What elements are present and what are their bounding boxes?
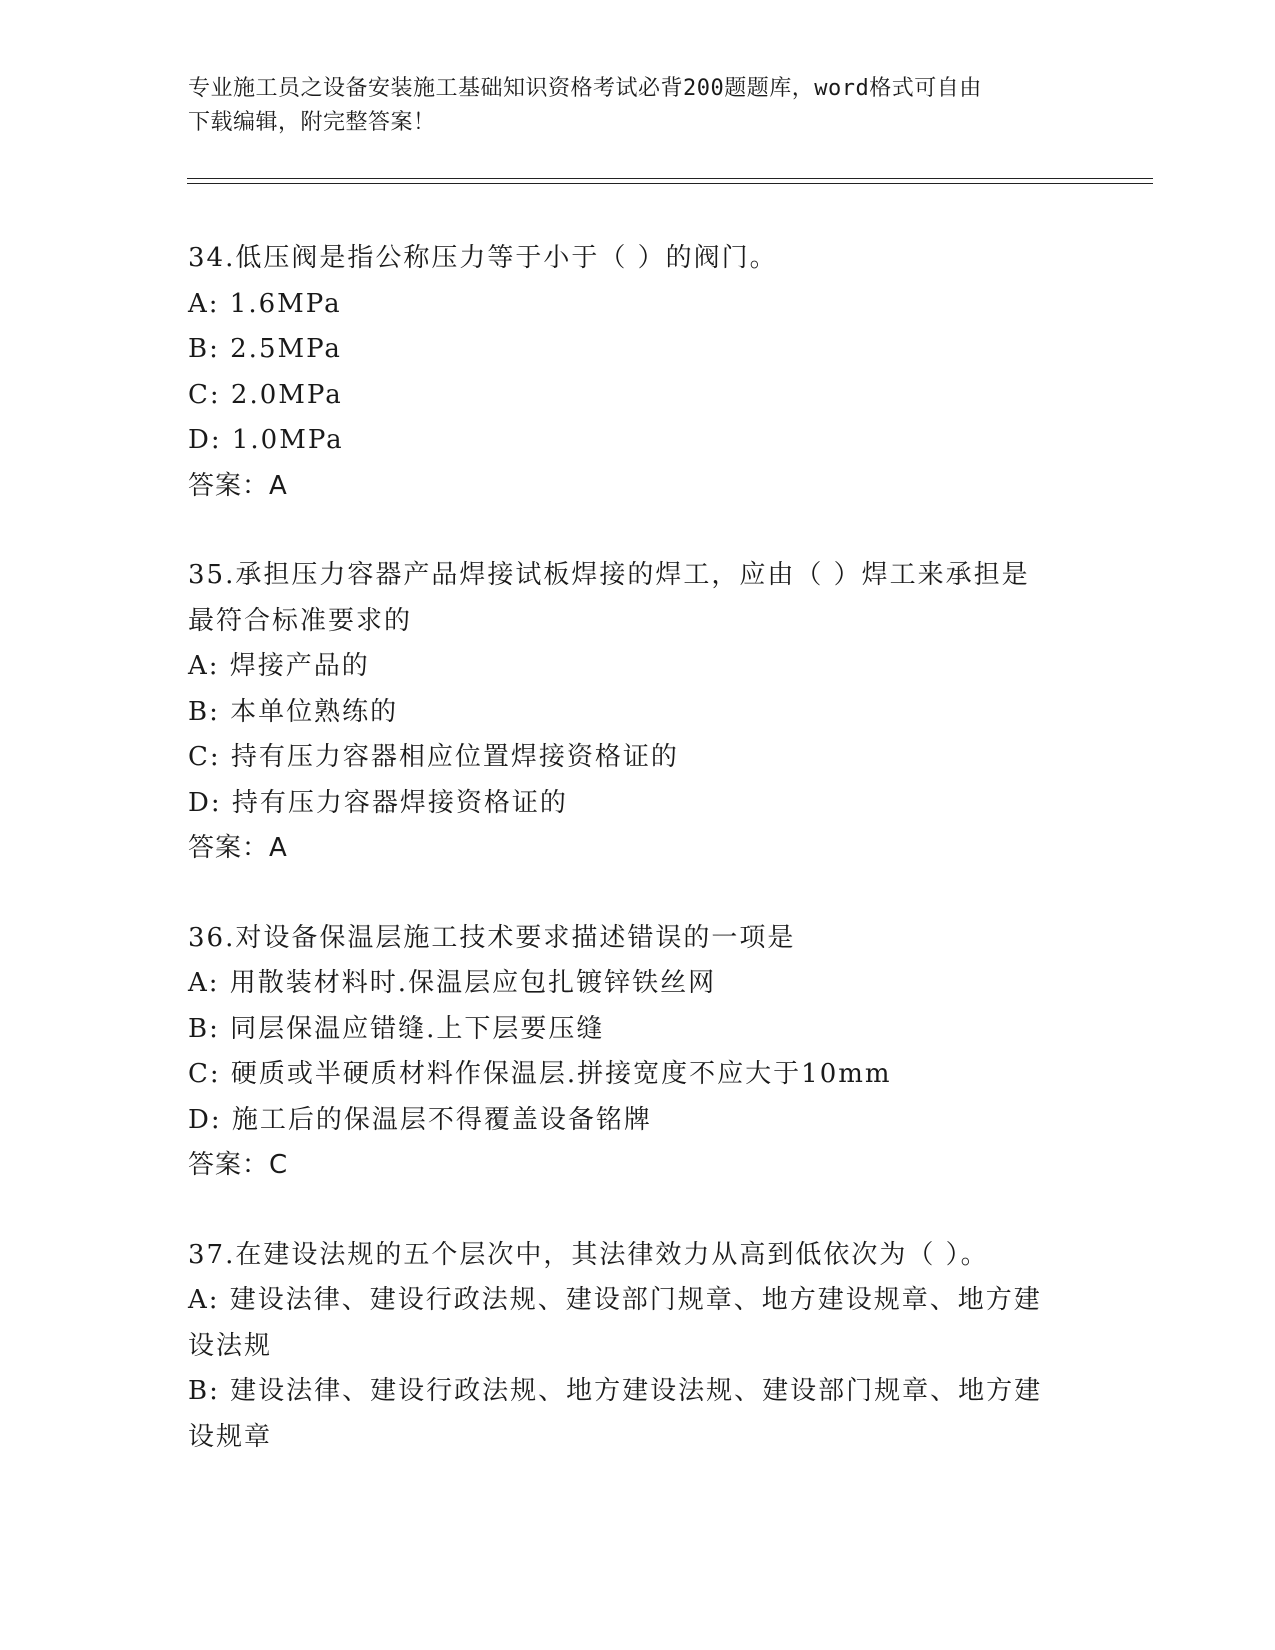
- option-d: D: 施工后的保温层不得覆盖设备铭牌: [188, 1104, 652, 1135]
- document-header: [188, 72, 1068, 140]
- question-stem: 36.对设备保温层施工技术要求描述错误的一项是: [188, 922, 796, 953]
- option-b: B: 同层保温应错缝.上下层要压缝: [188, 1013, 605, 1044]
- question-stem: 35.承担压力容器产品焊接试板焊接的焊工，应由（ ）焊工来承担是最符合标准要求的: [188, 560, 1030, 636]
- header-divider-bottom: [187, 183, 1153, 184]
- header-title-line-2: 下载编辑，附完整答案！: [188, 110, 436, 135]
- option-a: A: 1.6MPa: [188, 288, 342, 319]
- answer: 答案：A: [188, 470, 288, 501]
- option-c: C: 持有压力容器相应位置焊接资格证的: [188, 742, 679, 772]
- option-c: C: 硬质或半硬质材料作保温层.拼接宽度不应大于10mm: [188, 1059, 892, 1089]
- question-stem: 34.低压阀是指公称压力等于小于（ ）的阀门。: [188, 243, 778, 273]
- answer: 答案：A: [188, 833, 288, 863]
- option-d: D: 持有压力容器焊接资格证的: [188, 787, 568, 818]
- question-stem: 37.在建设法规的五个层次中，其法律效力从高到低依次为（ ）。: [188, 1239, 989, 1270]
- question-34: [188, 236, 1088, 509]
- option-b: B: 建设法律、建设行政法规、地方建设法规、建设部门规章、地方建设规章: [188, 1376, 1043, 1452]
- answer: 答案：C: [188, 1150, 289, 1180]
- option-c: C: 2.0MPa: [188, 379, 343, 410]
- option-d: D: 1.0MPa: [188, 425, 344, 455]
- question-36: [188, 916, 1088, 1189]
- option-b: B: 本单位熟练的: [188, 696, 399, 727]
- option-a: A: 建设法律、建设行政法规、建设部门规章、地方建设规章、地方建设法规: [188, 1285, 1042, 1361]
- question-list: [188, 236, 1088, 1504]
- option-a: A: 焊接产品的: [188, 651, 370, 681]
- option-b: B: 2.5MPa: [188, 334, 342, 364]
- question-35: [188, 553, 1088, 872]
- header-divider-top: [187, 178, 1153, 179]
- header-title-line-1: 专业施工员之设备安装施工基础知识资格考试必背200题题库，word格式可自由: [188, 76, 982, 101]
- option-a: A: 用散装材料时.保温层应包扎镀锌铁丝网: [188, 968, 717, 998]
- question-37: [188, 1233, 1088, 1461]
